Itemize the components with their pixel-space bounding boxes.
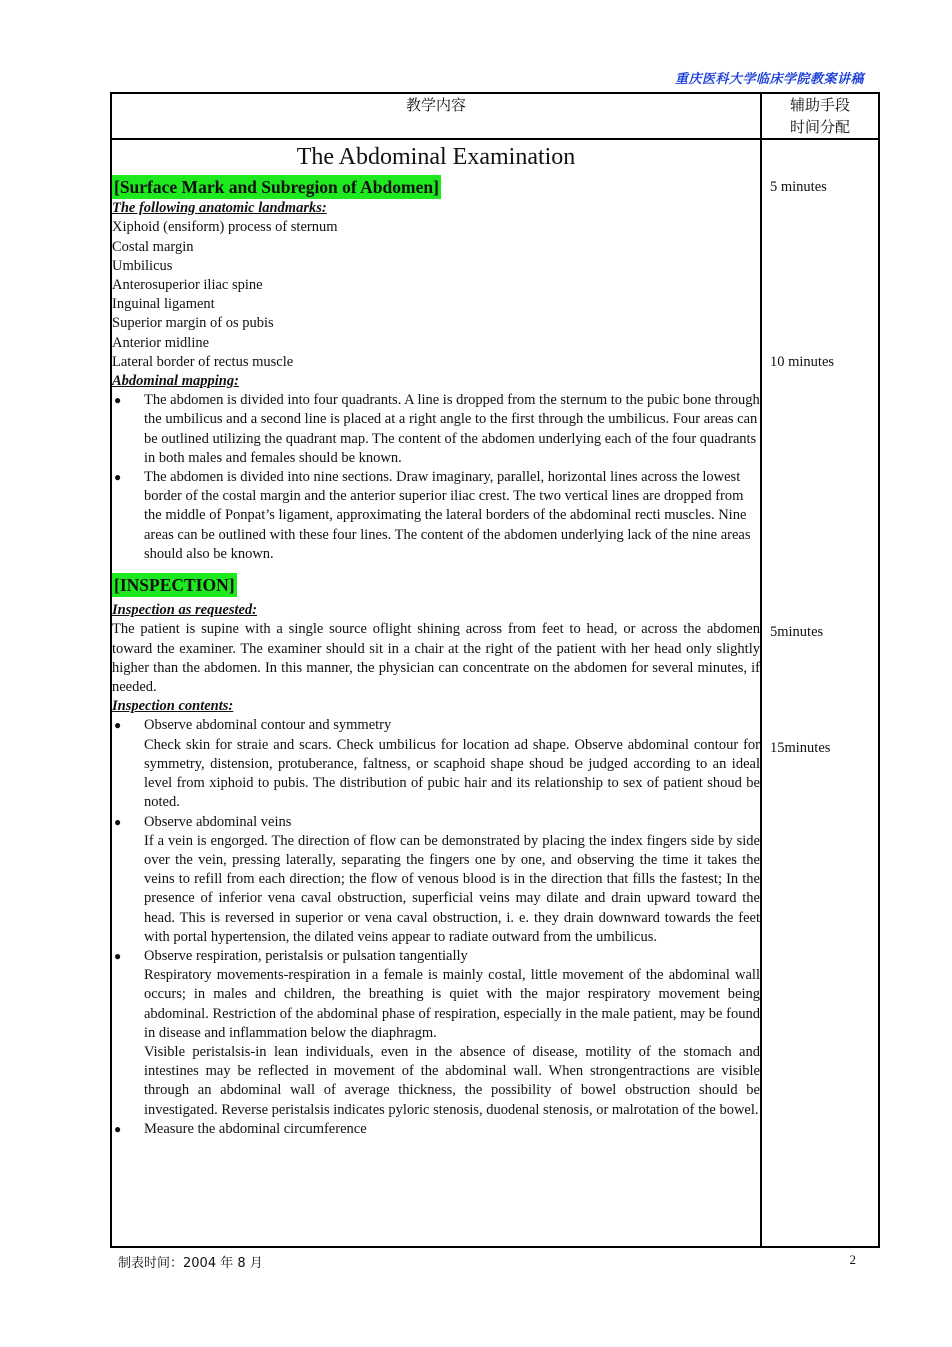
inspection-bullet-title: ● Observe abdominal veins: [144, 813, 292, 830]
inspection-bullet: [112, 1120, 760, 1139]
mapping-bullet: ● The abdomen is divided into four quadrants. A line is dropped from the sternum to the pubic bone through the umbilicus and a second line is placed at a right angle to the first through the umbilicus. Four areas can be outlined utilizing the quadrant map. The content of the abdomen underlying each of the four quadrants in both males and females should be known.: [112, 391, 760, 468]
inspection-contents-subheading: Inspection contents:: [112, 698, 234, 715]
inspection-bullet: [112, 813, 760, 947]
column-header-aux-line2: 时间分配: [789, 118, 850, 136]
time-note: 5minutes: [770, 624, 824, 640]
lesson-table: [110, 92, 880, 1248]
landmark-item: Costal margin: [112, 238, 194, 255]
inspection-bullet-text: If a vein is engorged. The direction of flow can be demonstrated by placing the index fingers side by side over the vein, pressing laterally, separating the fingers one by one, and observing the time it takes the veins to refill from each direction; the flow of venous blood is in the direction that fills the fastest; In the presence of inferior vena caval obstruction, superficial veins may dilate and drain upward toward the head. This is reversed in superior or vena caval obstruction, i. e. they drain downward towards the feet with portal hypertension, the dilated veins appear to radiate outward from the umbilicus.: [144, 832, 760, 945]
content-cell: [111, 139, 761, 1247]
section-heading-surface-mark: [Surface Mark and Subregion of Abdomen]: [114, 177, 439, 197]
inspection-requested-text: The patient is supine with a single source oflight shining across from feet to head, or across the abdomen toward the examiner. The examiner should sit in a chair at the right of the patient with her head only slightly higher than the abdomen. In this manner, the physician can concentrate on the abdomen for several minutes, if needed.: [112, 621, 760, 696]
mapping-bullet: ● The abdomen is divided into nine sections. Draw imaginary, parallel, horizontal lines across the lowest border of the costal margin and the anterior superior iliac crest. The two vertical lines are dropped from the middle of Ponpat’s ligament, approximating the lateral borders of the abdominal recti muscles. Nine areas can be outlined with these four lines. The content of the abdomen underlying lack of the nine areas should also be known.: [112, 468, 760, 564]
document-title: The Abdominal Examination: [296, 144, 576, 170]
landmarks-list: [112, 218, 760, 372]
inspection-bullet-text: Check skin for straie and scars. Check umbilicus for location ad shape. Observe abdominal contour for symmetry, distension, protuberance, faltness, or scaphoid shape shoud be judged according to an ideal level from xiphoid to pubis. The distribution of pubic hair and its relationship to sex of patient shoud be noted.: [144, 736, 760, 811]
inspection-bullet-text: Respiratory movements-respiration in a female is mainly costal, little movement of the abdominal wall occurs; in males and children, the breathing is quiet with the major respiratory movement being abdominal. Restriction of the abdominal phase of respiration, especially in the male patient, may be found in disease and inflammation below the diaphragm.: [144, 967, 760, 1041]
mapping-list: [112, 391, 760, 564]
page-number: 2: [849, 1252, 856, 1267]
landmark-item: Inguinal ligament: [112, 296, 215, 313]
inspection-bullet: [112, 947, 760, 1120]
landmark-item: Superior margin of os pubis: [112, 315, 274, 332]
time-note: 10 minutes: [770, 354, 835, 370]
inspection-bullet-title: ● Observe respiration, peristalsis or pulsation tangentially: [144, 947, 468, 964]
footer-date: 制表时间：2004 年 8 月: [118, 1256, 263, 1271]
time-note: 15minutes: [770, 740, 831, 756]
aux-cell: [761, 139, 879, 1247]
section-heading-inspection: [INSPECTION]: [114, 575, 235, 596]
inspection-bullet-text: Visible peristalsis-in lean individuals, even in the absence of disease, motility of the stomach and intestines may be reflected in movement of the abdominal wall. When strongentractions are visible through an abdominal wall of average thickness, the possibility of bowel obstruction should be investigated. Reverse peristalsis indicates pyloric stenosis, duodenal stenosis, or malrotation of the bowel.: [144, 1043, 760, 1118]
time-note: 5 minutes: [770, 179, 827, 195]
column-header-aux: [761, 93, 879, 139]
landmarks-subheading: The following anatomic landmarks:: [112, 200, 327, 217]
column-header-content: 教学内容: [111, 93, 761, 139]
inspection-contents-list: [112, 716, 760, 1138]
landmark-item: Umbilicus: [112, 257, 173, 274]
institution-header: 重庆医科大学临床学院教案讲稿: [674, 72, 864, 87]
inspection-bullet: [112, 716, 760, 812]
inspection-requested-subheading: Inspection as requested:: [112, 602, 257, 619]
mapping-subheading: Abdominal mapping:: [112, 373, 239, 390]
landmark-item: Xiphoid (ensiform) process of sternum: [112, 219, 338, 236]
landmark-item: Lateral border of rectus muscle: [112, 353, 294, 370]
column-header-aux-line1: 辅助手段: [789, 96, 850, 114]
landmark-item: Anterior midline: [112, 334, 210, 351]
inspection-bullet-title: ● Measure the abdominal circumference: [144, 1120, 367, 1137]
landmark-item: Anterosuperior iliac spine: [112, 277, 263, 294]
inspection-bullet-title: ● Observe abdominal contour and symmetry: [144, 717, 392, 734]
